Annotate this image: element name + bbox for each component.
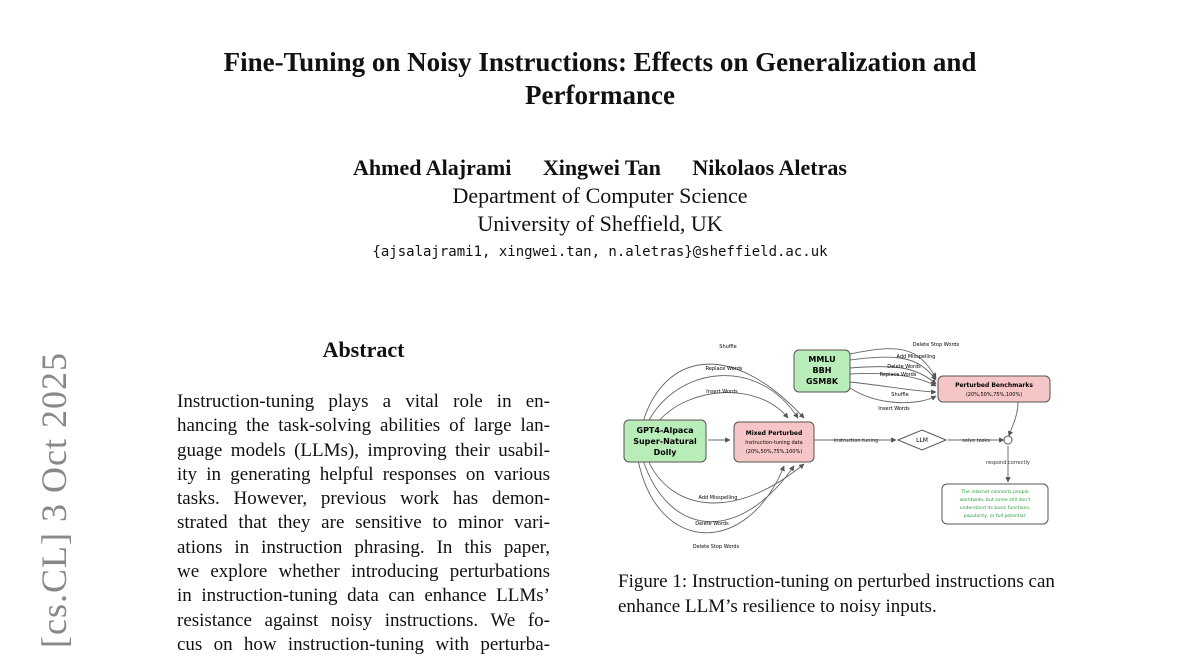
benchmark-label: GSM8K — [805, 377, 839, 386]
edge-label: Instruction tuning — [833, 438, 879, 444]
abstract-line: resistance against noisy instructions. We fo- — [177, 609, 550, 631]
perturbed-box-label: Perturbed Benchmarks — [955, 382, 1033, 389]
arxiv-stamp: [cs.CL] 3 Oct 2025 — [34, 352, 74, 648]
dataset-label: Super-Natural — [633, 437, 697, 446]
op-label: Insert Words — [878, 406, 910, 412]
abstract-line: in instruction-tuning data can enhance LLMs’ — [177, 585, 550, 607]
op-label: Insert Words — [706, 389, 738, 395]
op-label: Delete Words — [695, 521, 729, 527]
abstract-heading: Abstract — [322, 337, 405, 362]
abstract-line: Instruction-tuning plays a vital role in en- — [177, 391, 550, 412]
mixed-box-label: Mixed Perturbed — [745, 430, 803, 437]
author-list — [200, 154, 1000, 182]
op-label: Replace Words — [705, 366, 743, 372]
op-label: Shuffle — [891, 392, 909, 398]
abstract-line: tasks. However, previous work has demon- — [177, 488, 550, 510]
benchmark-label: BBH — [812, 366, 832, 375]
mixed-box-label: Instruction-tuning data — [745, 440, 803, 446]
op-label: Delete Stop Words — [692, 544, 740, 550]
author-name: Ahmed Alajrami — [353, 155, 512, 180]
dataset-label: Dolly — [653, 448, 677, 457]
op-label: Delete Words — [887, 364, 921, 370]
department: Department of Computer Science — [452, 183, 748, 208]
llm-label: LLM — [916, 437, 928, 444]
benchmark-label: MMLU — [808, 355, 836, 364]
figure-caption: Figure 1: Instruction-tuning on perturbed instructions can enhance LLM’s resilience to noisy inputs. — [618, 571, 1055, 617]
dataset-label: GPT4-Alpaca — [636, 426, 694, 435]
title-line-1: Fine-Tuning on Noisy Instructions: Effects on Generalization and — [223, 47, 977, 77]
mixed-box-label: (20%,50%,75%,100%) — [745, 449, 803, 455]
op-label: Replace Words — [879, 372, 917, 378]
output-text: The internet connects people — [961, 490, 1029, 495]
abstract-line: hancing the task-solving abilities of large lan- — [177, 415, 550, 437]
title-line-2: Performance — [525, 80, 675, 110]
abstract-body — [177, 390, 550, 657]
output-text: worldwide, but some still don't — [959, 498, 1031, 503]
university: University of Sheffield, UK — [477, 211, 723, 236]
perturbed-box-label: (20%,50%,75%,100%) — [965, 392, 1023, 398]
abstract-line: guage models (LLMs), improving their usabil- — [177, 439, 550, 461]
figure-1-diagram — [618, 336, 1058, 556]
output-text: understand its basic functions, — [959, 506, 1031, 511]
abstract-line: ations in instruction phrasing. In this paper, — [177, 536, 550, 558]
abstract-line: cus on how instruction-tuning with perturba- — [177, 633, 550, 655]
output-text: popularity, or full potential. — [963, 514, 1027, 519]
abstract-line: strated that they are sensitive to minor vari- — [177, 512, 550, 534]
paper-title — [150, 46, 1050, 112]
author-name: Xingwei Tan — [542, 155, 661, 180]
edge-label: respond correctly — [986, 460, 1030, 466]
op-label: Add Misspelling — [896, 354, 936, 360]
abstract-line: we explore whether introducing perturbations — [177, 561, 550, 583]
author-name: Nikolaos Aletras — [692, 155, 847, 180]
op-label: Add Misspelling — [698, 495, 738, 501]
op-label: Shuffle — [719, 344, 737, 350]
op-label: Delete Stop Words — [912, 342, 960, 348]
abstract-line: ity in generating helpful responses on various — [177, 463, 550, 485]
author-emails: {ajsalajrami1, xingwei.tan, n.aletras}@sheffield.ac.uk — [372, 244, 828, 260]
edge-label: solve tasks — [962, 438, 990, 444]
